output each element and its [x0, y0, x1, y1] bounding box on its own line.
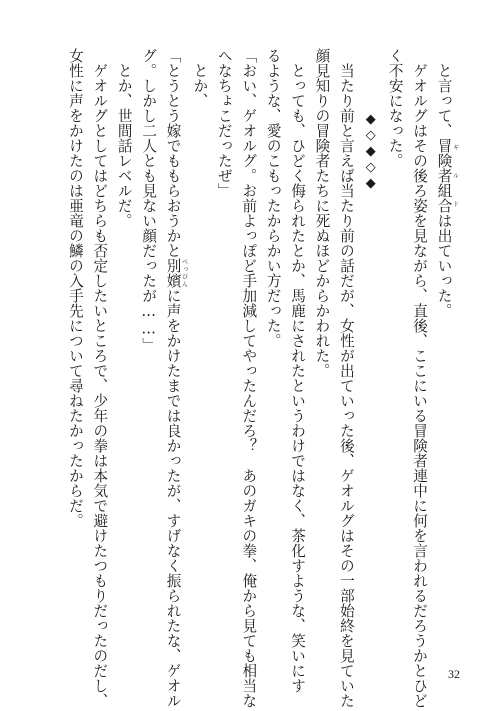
- text-line: ゲオルグはその後ろ姿を見ながら、直後、ここにいる冒険者連中に何を言われるだろうかとひど: [411, 48, 429, 708]
- text-line: [431, 48, 458, 648]
- ruby-reading: べっぴん: [180, 258, 188, 288]
- ruby-guild: [435, 138, 459, 213]
- section-break-ornament: ◆◇◆◇◆: [363, 112, 379, 192]
- text-line: へなちょこだったぜ」: [215, 48, 233, 198]
- text-segment: 「とうとう嫁でももらおうかと: [164, 48, 182, 258]
- text-line: グ。しかし二人とも見ない顔だったが……」: [140, 48, 158, 353]
- text-segment: と言って、: [435, 48, 453, 138]
- text-line: とっても、ひどく侮られたとか、馬鹿にされたというわけではなく、茶化すような、笑いにす: [289, 48, 307, 693]
- text-line: 顔見知りの冒険者たちに死ぬほどからかわれた。: [313, 48, 331, 378]
- text-line: とか、: [191, 48, 209, 108]
- ruby-base: 別嬪: [164, 258, 182, 288]
- ruby-reading: ギルド: [451, 138, 459, 213]
- text-line: ゲオルグとしてはどちらも否定したいところで、少年の拳は本気で避けたつもりだったのだし、: [91, 48, 109, 708]
- text-line: 当たり前と言えば当たり前の話だが、女性が出ていった後、ゲオルグはその一部始終を見ていた: [337, 48, 355, 708]
- text-line: とか、世間話レベルだ。: [115, 48, 133, 228]
- page-number: 32: [448, 667, 460, 681]
- text-line: 女性に声をかけたのは亜竜の鱗の入手先について尋ねたかったからだ。: [66, 48, 84, 528]
- text-line: るような、愛のこもったからかい方だった。: [264, 48, 282, 348]
- ruby-base: 冒険者組合: [435, 138, 453, 213]
- text-segment: は出ていった。: [435, 213, 453, 318]
- text-line: [160, 48, 188, 708]
- text-line: く不安になった。: [386, 48, 404, 168]
- ruby-beppin: [164, 258, 188, 288]
- text-segment: に声をかけたまでは良かったが、すげなく振られたな、ゲオル: [164, 288, 182, 708]
- text-line: 「おい、ゲオルグ。お前よっぽど手加減してやったんだろ？ あのガキの拳、俺から見ても相当な: [240, 48, 258, 708]
